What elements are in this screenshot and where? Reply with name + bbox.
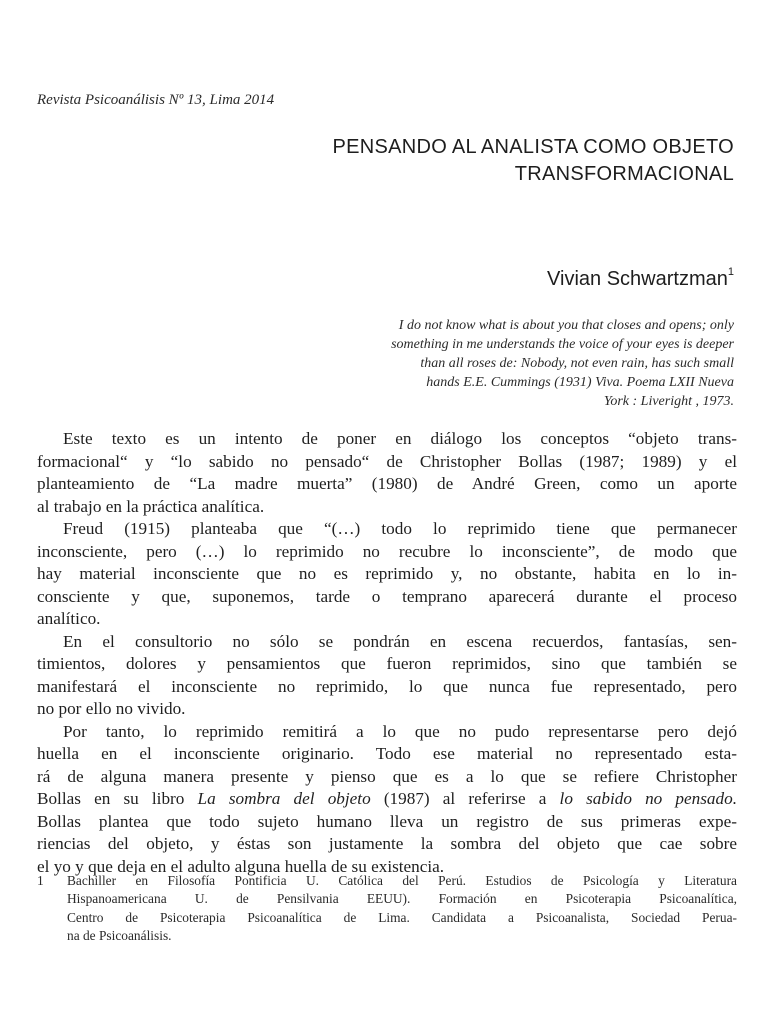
book-title: La sombra del objeto [197, 789, 371, 808]
author-line [547, 268, 734, 291]
footnote-line: Centro de Psicoterapia Psicoanalítica de Lima. Candidata a Psicoanalista, Sociedad Perua- [67, 909, 737, 925]
body-line: inconsciente, pero (…) lo reprimido no recubre lo inconsciente”, de modo que [37, 541, 737, 561]
journal-citation: Revista Psicoanálisis Nº 13, Lima 2014 [37, 92, 275, 108]
epigraph-line: than all roses de: Nobody, not even rain, has such small [420, 356, 734, 371]
footnote [37, 872, 737, 945]
footnote-line: na de Psicoanálisis. [67, 927, 172, 943]
body-line: formacional“ y “lo sabido no pensado“ de Christopher Bollas (1987; 1989) y el [37, 451, 737, 471]
body-text-run: (1987) al referirse a [370, 789, 560, 808]
epigraph-line: I do not know what is about you that closes and opens; only [398, 318, 734, 333]
body-line: rá de alguna manera presente y pienso que es a lo que se refiere Christopher [37, 766, 737, 786]
body-line: manifestará el inconsciente no reprimido, lo que nunca fue representado, pero [37, 676, 737, 696]
body-text-run: Bollas en su libro [37, 789, 198, 808]
footnote-text [67, 872, 737, 945]
epigraph-line: something in me understands the voice of your eyes is deeper [391, 337, 734, 352]
body-line: planteamiento de “La madre muerta” (1980) de André Green, como un aporte [37, 474, 737, 493]
epigraph-line: York : Liveright , 1973. [603, 394, 734, 409]
body-line: hay material inconsciente que no es reprimido y, no obstante, habita en lo in- [37, 564, 737, 583]
footnote-line: Hispanoamericana U. de Pensilvania EEUU). Formación en Psicoterapia Psicoanalítica, [67, 891, 737, 907]
body-line: Por tanto, lo reprimido remitirá a lo que no pudo representarse pero dejó [63, 721, 737, 741]
body-line: Freud (1915) planteaba que “(…) todo lo reprimido tiene que permanecer [63, 519, 737, 538]
body-line: En el consultorio no sólo se pondrán en escena recuerdos, fantasías, sen- [63, 631, 737, 651]
footnote-line: Bachiller en Filosofía Pontificia U. Católica del Perú. Estudios de Psicología y Literatura [67, 873, 737, 888]
footnote-number: 1 [37, 873, 44, 888]
concept-term: lo sabido no pensado. [559, 789, 737, 808]
epigraph-line: hands E.E. Cummings (1931) Viva. Poema LXII Nueva [426, 375, 734, 390]
body-line: al trabajo en la práctica analítica. [37, 496, 265, 516]
body-line: consciente y que, suponemos, tarde o temprano aparecerá durante el proceso [37, 586, 737, 606]
body-line: riencias del objeto, y éstas son justamente la sombra del objeto que cae sobre [37, 834, 737, 853]
title-line-1: PENSANDO AL ANALISTA COMO OBJETO [332, 136, 734, 158]
body-line: Este texto es un intento de poner en diálogo los conceptos “objeto trans- [63, 429, 737, 448]
title-line-2: TRANSFORMACIONAL [514, 163, 734, 185]
author-name: Vivian Schwartzman [547, 268, 728, 290]
body-line [37, 788, 737, 811]
body-line: huella en el inconsciente originario. Todo ese material no representado esta- [37, 744, 737, 763]
body-line: el yo y que deja en el adulto alguna huella de su existencia. [37, 856, 445, 876]
body-line: analítico. [37, 609, 101, 628]
article-title [214, 134, 734, 188]
footnote-marker: 1 [727, 266, 734, 278]
article-body [37, 428, 737, 878]
body-line: timientos, dolores y pensamientos que fueron reprimidos, sino que también se [37, 654, 737, 673]
body-line: Bollas plantea que todo sujeto humano lleva un registro de sus primeras expe- [37, 811, 737, 831]
epigraph [302, 316, 734, 411]
body-line: no por ello no vivido. [37, 699, 186, 718]
